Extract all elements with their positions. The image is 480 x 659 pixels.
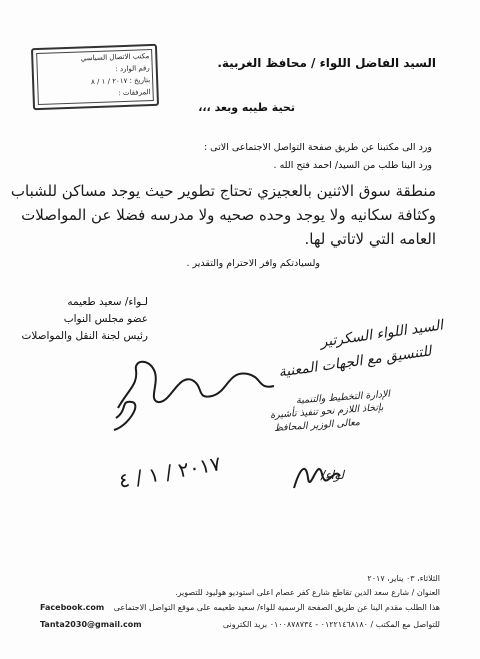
footer-facebook-note: هذا الطلب مقدم الينا عن طريق الصفحة الرسمية للواء/ سعيد طعيمه على موقع التواصل الاجتماعى xyxy=(113,603,440,612)
handwritten-date: ٢٠١٧ / ١ / ٤ xyxy=(116,451,223,493)
incoming-stamp xyxy=(31,44,159,110)
greeting: تحية طيبه وبعد ،،، xyxy=(198,101,295,114)
intro-line: ورد الى مكتبنا عن طريق صفحة التواصل الاجتماعى الاتى : xyxy=(203,142,432,153)
request-line-2: وكثافة سكانيه ولا يوجد وحده صحيه ولا مدرسه فضلا عن المواصلات xyxy=(21,206,436,224)
footer-address: العنوان / شارع سعد الدين تقاطع شارع كفر عصام اعلى استوديو هوليود للتصوير. xyxy=(175,588,440,597)
signatory-title: عضو مجلس النواب xyxy=(63,313,148,325)
stamp-line-4: المرفقات : xyxy=(118,88,151,98)
handwritten-note-4: بإتخاذ اللازم نحو تنفيذ تأشيرة xyxy=(270,402,385,421)
request-line-1: منطقة سوق الاثنين بالعجيزي تحتاج تطوير حيث يوجد مساكن للشباب xyxy=(10,182,436,200)
footer-facebook: Facebook.com xyxy=(40,603,105,612)
handwritten-note-2: للتنسيق مع الجهات المعنية xyxy=(277,343,433,381)
signatory-name: لـواء/ سعيد طعيمه xyxy=(67,296,148,308)
official-signature-scribble xyxy=(288,448,368,498)
requester-line: ورد الينا طلب من السيد/ احمد فتح الله . xyxy=(273,160,432,171)
handwritten-note-5: معالى الوزير المحافظ xyxy=(273,417,361,434)
handwritten-note-1: السيد اللواء السكرتير xyxy=(319,317,445,351)
signature-scribble xyxy=(108,330,308,440)
stamp-line-2: رقم الوارد : xyxy=(115,64,150,74)
footer-date: الثلاثاء، ٠٣ يناير، ٢٠١٧ xyxy=(367,574,440,583)
stamp-line-1: مكتب الاتصال السياسي xyxy=(80,52,150,63)
handwritten-note-6: لواء/ xyxy=(321,468,344,482)
footer-email: Tanta2030@gmail.com xyxy=(40,620,142,629)
handwritten-note-3: الإدارة التخطيط والتنمية xyxy=(295,388,391,407)
closing-line: ولسيادتكم وافر الاحترام والتقدير . xyxy=(186,258,320,269)
request-line-3: العامه التي لاتاتي لها. xyxy=(304,230,436,248)
footer-contact: للتواصل مع المكتب / ٠١٢٢١٤٦٨١٨٠ - ٠١٠٠٨٧٨٧٣٤ بريد الكترونى xyxy=(222,620,440,629)
signatory-committee: رئيس لجنة النقل والمواصلات xyxy=(21,330,148,342)
addressee: السيد الفاضل اللواء / محافظ الغربية. xyxy=(217,56,436,70)
stamp-line-3: بتاريخ : ٢٠١٧ / ١ / ٨ xyxy=(90,76,151,87)
